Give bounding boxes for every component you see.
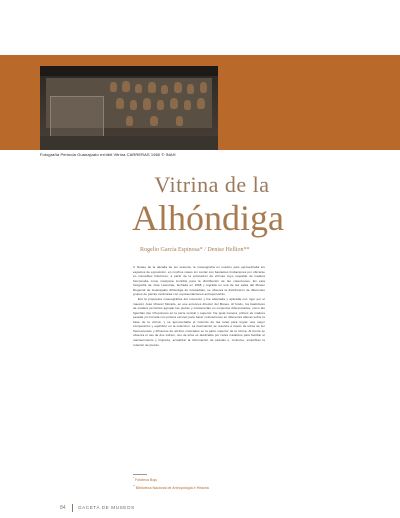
footnote-1-text: Fototeca Boju: [134, 478, 158, 483]
photo-artifact: [184, 100, 191, 110]
photo-artifact: [197, 98, 205, 109]
photo-artifact: [110, 82, 117, 92]
photo-artifact: [126, 116, 133, 126]
paragraph-1: [133, 265, 265, 297]
article-title-line2: Alhóndiga: [132, 198, 284, 238]
page-number: 84: [60, 505, 66, 511]
photo-artifact: [150, 116, 158, 126]
publication-name: GACETA DE MUSEOS: [78, 505, 135, 510]
photo-artifact: [116, 98, 124, 109]
footnote-2-marker: **: [133, 485, 135, 488]
article-title-line1: Vitrina de la: [154, 172, 270, 197]
photo-artifact: [174, 82, 182, 93]
photo-artifact: [157, 100, 164, 110]
footnote-divider: [133, 474, 147, 475]
drop-initial: A: [133, 265, 136, 269]
paragraph-1-text: finales de la década de los sesenta, la museografía en nuestro país aprovechaba los espacios de exposición, en muchos casos sin contar con bastantes limitaciones por ubicarse en inmuebles históricos, a partir de la colocación de vitrinas cuyo respaldo de madera funcionaba como mampara invisible para la distribución de las colecciones. En esta fotografía de José Lameiras, fechada en 1968 y lograda en una de las salas del Museo Regional de Guanajuato Alhóndiga de Granaditas, se observa la distribución de diferentes grupos de piezas cerámicas con representaciones antropomorfas.: [133, 265, 265, 297]
article-body: [133, 265, 265, 347]
footer-separator: [72, 504, 73, 512]
footnote-2: [133, 485, 209, 490]
footnote-2-text: Biblioteca Nacional de Antropología e Historia: [135, 486, 209, 491]
footnote-1: [133, 477, 157, 482]
photo-artifact: [187, 84, 194, 94]
photo-artifact: [148, 82, 156, 93]
paragraph-2: Era la propuesta museográfica del momento y fue adoptada y aplicada con rigor por el maestro José Chávez Morado, en ese entonces director del Museo. Al fondo, los bastidores de madera permitían agrupar las piezas y mantenerlas en conjuntos diferenciados, como las figurillas tipo Chupícuaro en la parte central y superior. De igual manera, plintos de madera pesada y/o forrada con pintura servían para hacer colocaciones en diferentes alturas sobre la base de la vitrina, y se aprovechaba el colorido de las telas para lograr una mejor composición y equilibrio en la colección. La iluminación se resolvía a través de tubos de luz fluorescentes y difusores de acrílico colocados en la parte superior de la vitrina. Al frente se observa el uso de dos vidrios, uno de ellos es deslizable por rieles metálicos para facilitar el mantenimiento y limpieza, actualizar la información de cédulas e, inclusive, simplificar la rotación de piezas.: [133, 296, 265, 347]
photo-ceiling: [40, 66, 218, 76]
photo-artifact: [200, 82, 207, 93]
photo-artifact: [130, 100, 137, 110]
photo-caption: Fotografía Perinola Guanajuato exhibit Vitrina CARRERAS 1960 © INAH: [40, 152, 176, 157]
photo-artifact: [143, 98, 151, 110]
photo-artifact: [170, 98, 178, 109]
photo-artifact: [122, 81, 130, 92]
photo-artifact: [135, 84, 142, 93]
photo-floor: [40, 136, 218, 150]
article-authors: Rogelio García Espinosa* / Denise Hellion**: [140, 247, 250, 253]
museum-vitrine-photo: [40, 66, 218, 150]
photo-artifact: [176, 116, 183, 126]
photo-artifact: [161, 85, 168, 94]
footnote-1-marker: *: [133, 477, 134, 480]
